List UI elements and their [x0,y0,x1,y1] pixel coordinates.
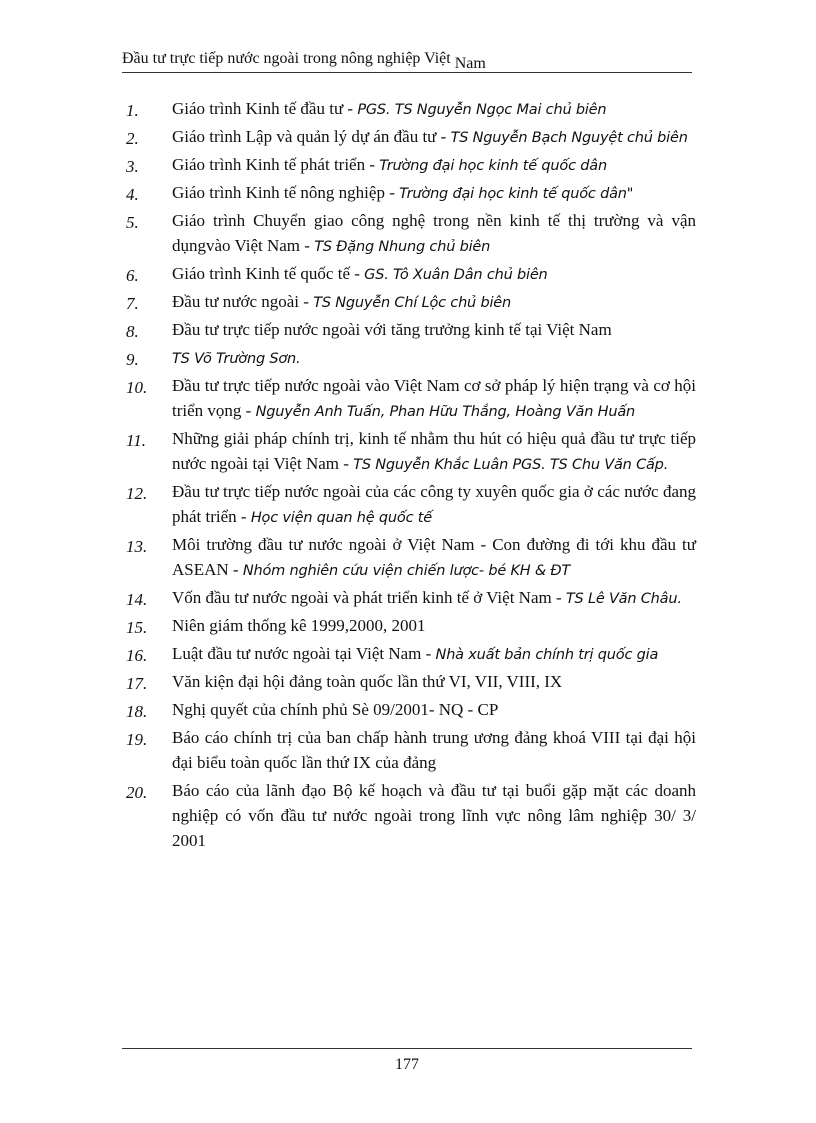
reference-item [126,373,696,425]
reference-number: 6. [126,266,139,285]
reference-list [126,96,696,856]
reference-number: 17. [126,674,148,693]
reference-source: Trường đại học kinh tế quốc dân" [399,186,634,202]
reference-item [126,426,696,478]
reference-title: Đầu tư trực tiếp nước ngoài vào Việt Nam cơ sở pháp lý hiện trạng và cơ hội triển vọng - [172,376,696,420]
reference-number: 3. [126,157,139,176]
reference-source: Nhóm nghiên cứu viện chiến lược- bé KH & ĐT [242,563,571,579]
reference-number: 7. [126,294,139,313]
reference-number: 2. [126,129,139,148]
running-header [122,50,692,72]
footer-rule [122,1048,692,1049]
reference-title: Giáo trình Chuyển giao công nghệ trong nền kinh tế thị trường và vận dụngvào Việt Nam - [172,211,696,255]
reference-title: Giáo trình Kinh tế phát triển - [172,155,380,174]
reference-number: 4. [126,185,139,204]
reference-item [126,345,696,372]
reference-item [126,124,696,151]
reference-source: TS Đặng Nhung chủ biên [314,239,491,255]
reference-title: Giáo trình Lập và quản lý dự án đầu tư - [172,127,451,146]
reference-title: Báo cáo chính trị của ban chấp hành trung ương đảng khoá VIII tại đại hội đại biểu toàn quốc lần thứ IX của đảng [172,728,696,772]
reference-source: TS Nguyễn Chí Lộc chủ biên [313,295,512,311]
header-rule [122,72,692,73]
reference-title: Môi trường đầu tư nước ngoài ở Việt Nam - Con đường đi tới khu đầu tư ASEAN - [172,535,696,579]
reference-item [126,289,696,316]
reference-source: GS. Tô Xuân Dân chủ biên [364,267,548,283]
reference-number: 11. [126,431,146,450]
page-number: 177 [395,1056,419,1073]
reference-source: Học viện quan hệ quốc tế [250,510,432,526]
reference-item [126,669,696,696]
reference-number: 18. [126,702,148,721]
reference-item [126,725,696,777]
reference-title: Luật đầu tư nước ngoài tại Việt Nam - [172,644,436,663]
reference-source: Nhà xuất bản chính trị quốc gia [435,647,659,663]
reference-item [126,180,696,207]
header-title-tail: Nam [454,55,486,72]
header-title: Đầu tư trực tiếp nước ngoài trong nông nghiệp Việt [122,50,451,67]
reference-item [126,152,696,179]
reference-item [126,96,696,123]
reference-number: 9. [126,350,139,369]
reference-title: Niên giám thống kê 1999,2000, 2001 [172,616,426,635]
reference-item [126,479,696,531]
reference-source: Trường đại học kinh tế quốc dân [379,158,607,174]
reference-number: 13. [126,537,148,556]
reference-item [126,778,696,855]
reference-item [126,208,696,260]
reference-title: Vốn đầu tư nước ngoài và phát triển kinh tế ở Việt Nam - [172,588,566,607]
reference-title: Báo cáo của lãnh đạo Bộ kế hoạch và đầu tư tại buổi gặp mặt các doanh nghiệp có vốn đầu tư nước ngoài trong lĩnh vực nông lâm nghiệp 30/ 3/ 2001 [172,781,696,850]
reference-number: 5. [126,213,139,232]
reference-number: 20. [126,783,148,802]
reference-title: Giáo trình Kinh tế nông nghiệp - [172,183,400,202]
reference-number: 8. [126,322,139,341]
reference-source: TS Võ Trường Sơn. [172,351,301,367]
reference-source: TS Nguyễn Khắc Luân PGS. TS Chu Văn Cấp. [353,457,669,473]
reference-title: Đầu tư trực tiếp nước ngoài với tăng trưởng kinh tế tại Việt Nam [172,320,612,339]
reference-source: TS Lê Văn Châu. [565,591,682,607]
reference-item [126,532,696,584]
reference-title: Đầu tư trực tiếp nước ngoài của các công ty xuyên quốc gia ở các nước đang phát triển - [172,482,696,526]
reference-number: 16. [126,646,148,665]
reference-item [126,317,696,344]
reference-number: 12. [126,484,148,503]
reference-number: 19. [126,730,148,749]
reference-title: Giáo trình Kinh tế đầu tư - [172,99,358,118]
reference-title: Đầu tư nước ngoài - [172,292,314,311]
reference-item [126,641,696,668]
reference-item [126,585,696,612]
reference-source: TS Nguyễn Bạch Nguyệt chủ biên [450,130,688,146]
reference-item [126,697,696,724]
reference-item [126,613,696,640]
reference-source: PGS. TS Nguyễn Ngọc Mai chủ biên [357,102,607,118]
reference-source: Nguyễn Anh Tuấn, Phan Hữu Thắng, Hoàng Văn Huấn [255,404,636,420]
reference-item [126,261,696,288]
reference-title: Nghị quyết của chính phủ Sè 09/2001- NQ - CP [172,700,499,719]
reference-title: Giáo trình Kinh tế quốc tế - [172,264,365,283]
reference-number: 15. [126,618,148,637]
reference-number: 1. [126,101,139,120]
reference-number: 10. [126,378,148,397]
reference-number: 14. [126,590,148,609]
reference-title: Những giải pháp chính trị, kinh tế nhằm thu hút có hiệu quả đầu tư trực tiếp nước ngoài tại Việt Nam - [172,429,696,473]
reference-title: Văn kiện đại hội đảng toàn quốc lần thứ VI, VII, VIII, IX [172,672,563,691]
